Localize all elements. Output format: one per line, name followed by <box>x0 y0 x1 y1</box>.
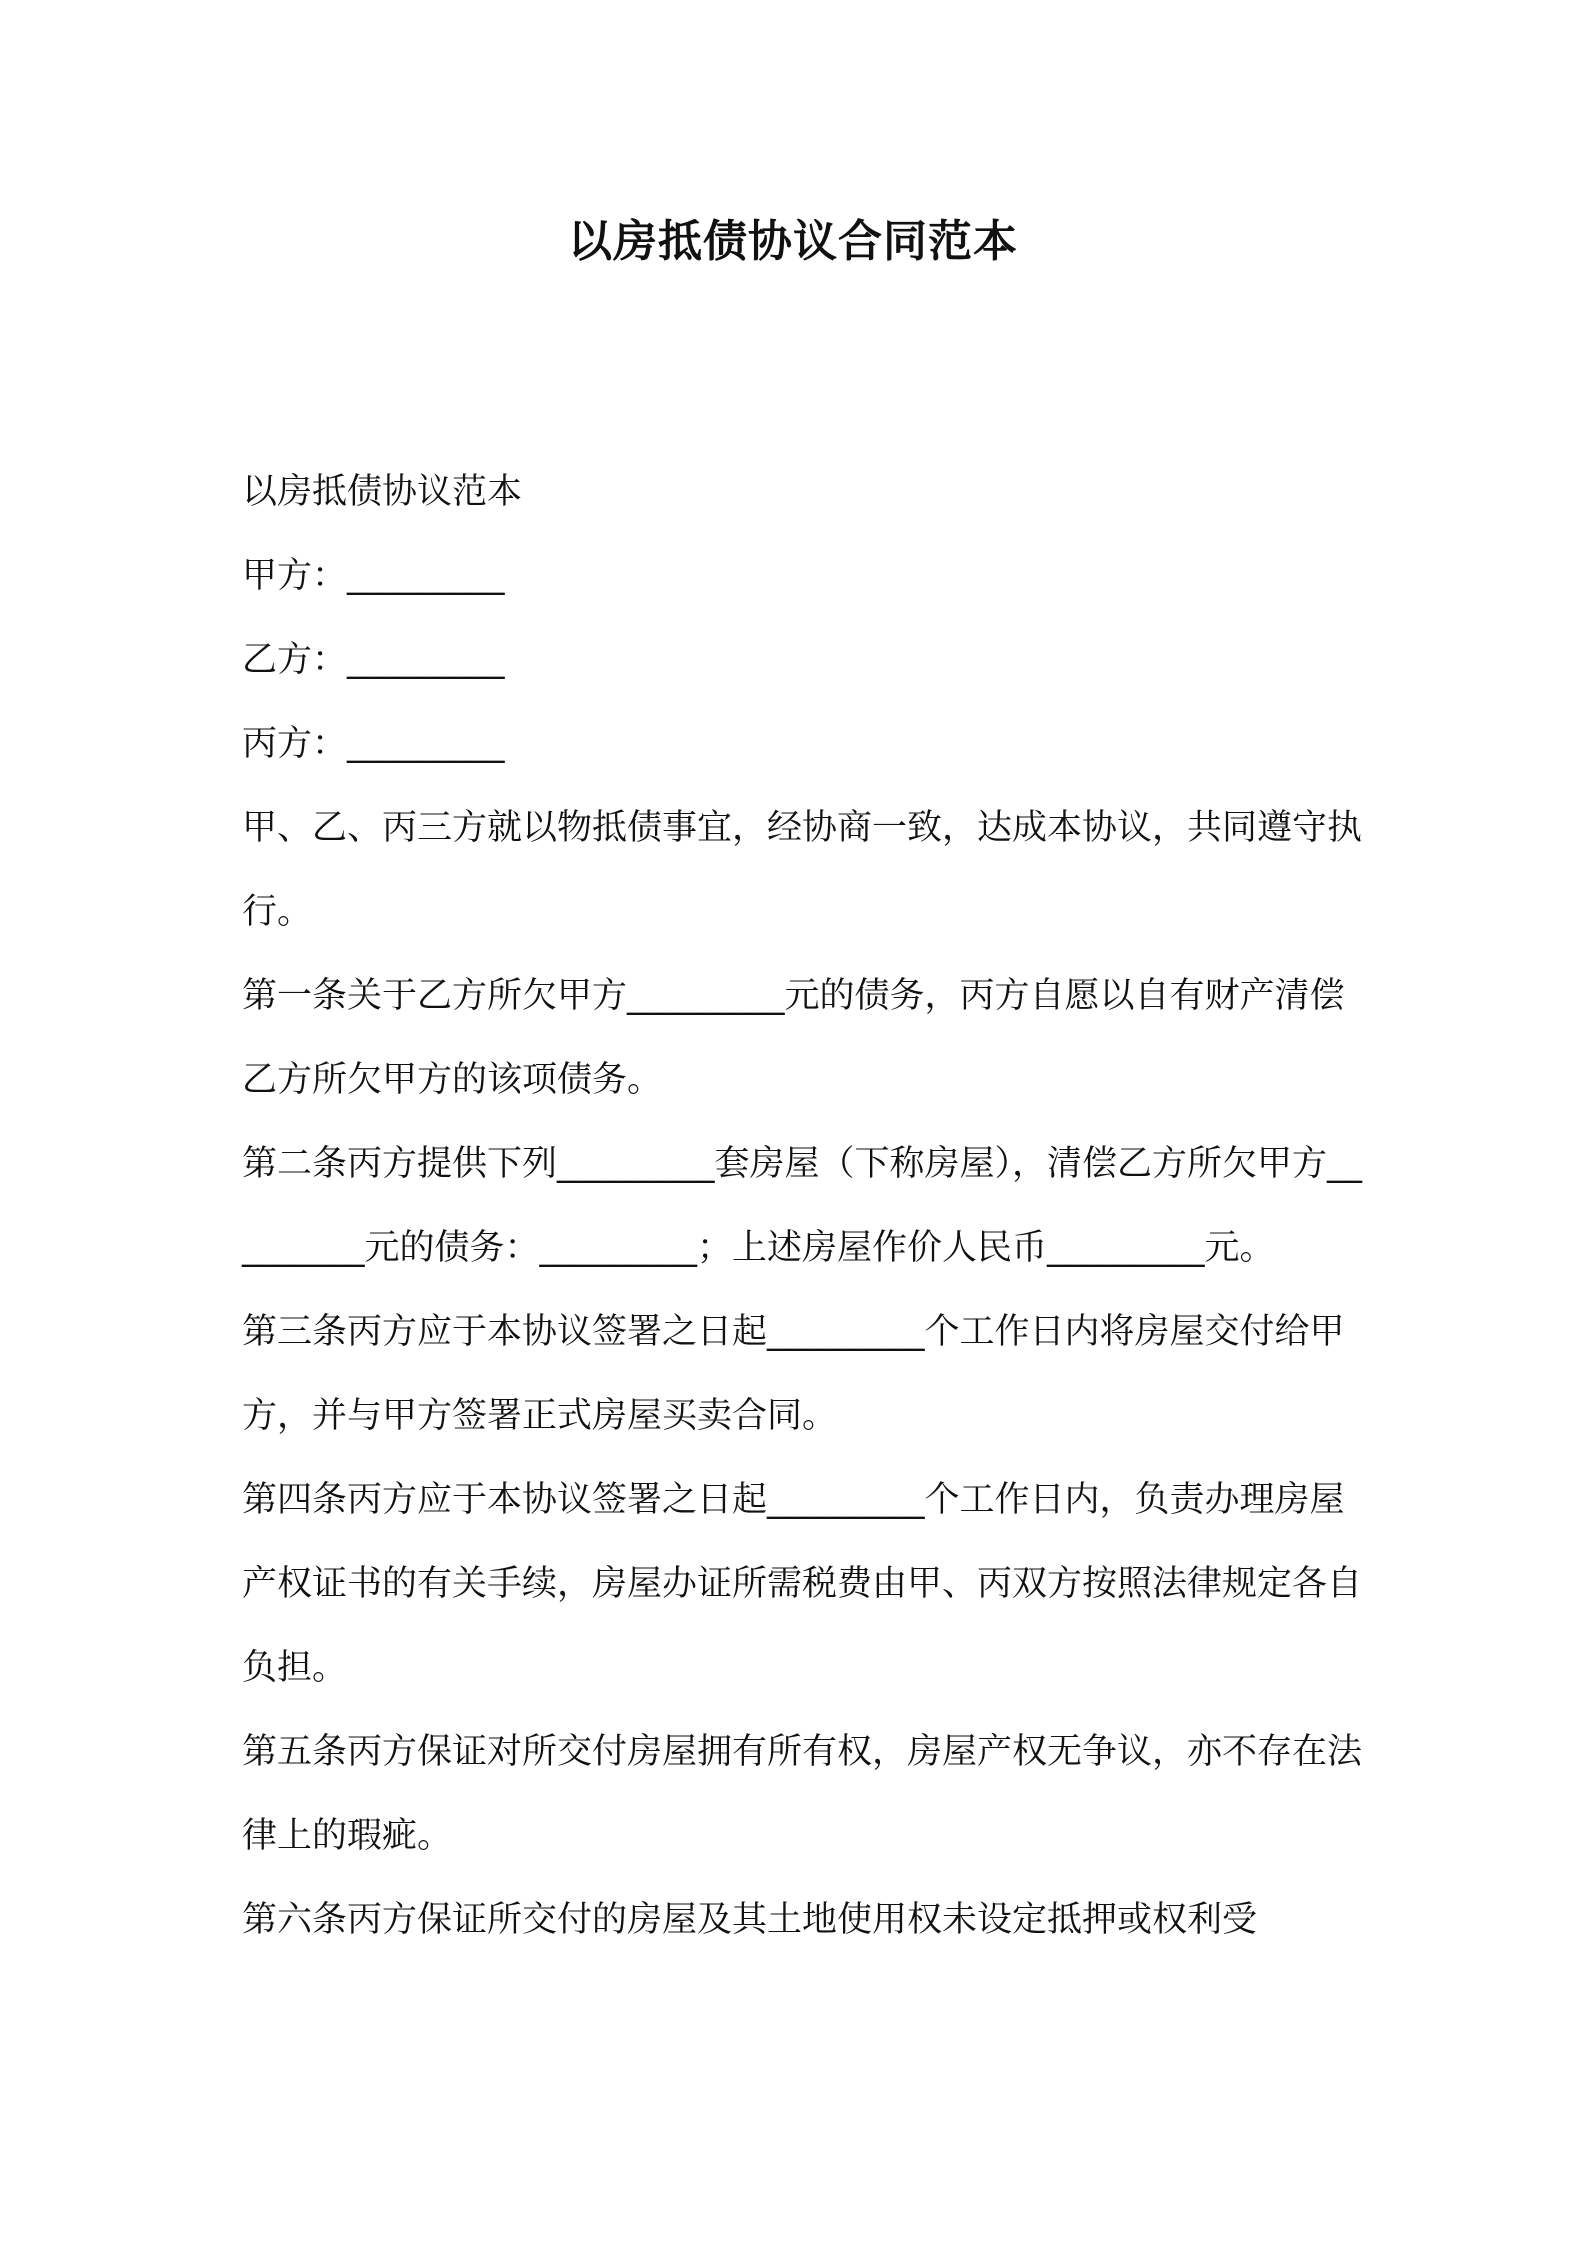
party-c-line: 丙方：_________ <box>242 724 505 764</box>
document-body <box>242 450 1362 1962</box>
article-5: 第五条丙方保证对所交付房屋拥有所有权，房屋产权无争议，亦不存在法律上的瑕疵。 <box>242 1732 1363 1856</box>
subtitle-paragraph: 以房抵债协议范本 <box>242 472 523 512</box>
document-title: 以房抵债协议合同范本 <box>568 216 1018 267</box>
article-3: 第三条丙方应于本协议签署之日起_________个工作日内将房屋交付给甲方，并与甲方签署正式房屋买卖合同。 <box>242 1312 1345 1436</box>
article-2: 第二条丙方提供下列_________套房屋（下称房屋），清偿乙方所欠甲方_________元的债务：_________；上述房屋作价人民币_________元。 <box>242 1144 1363 1268</box>
party-b-line: 乙方：_________ <box>242 640 505 680</box>
article-1: 第一条关于乙方所欠甲方_________元的债务，丙方自愿以自有财产清偿乙方所欠甲方的该项债务。 <box>242 976 1345 1100</box>
article-6: 第六条丙方保证所交付的房屋及其土地使用权未设定抵押或权利受 <box>242 1900 1258 1940</box>
preamble-paragraph: 甲、乙、丙三方就以物抵债事宜，经协商一致，达成本协议，共同遵守执行。 <box>242 808 1363 932</box>
party-a-line: 甲方：_________ <box>242 556 505 596</box>
article-4: 第四条丙方应于本协议签署之日起_________个工作日内，负责办理房屋产权证书的有关手续，房屋办证所需税费由甲、丙双方按照法律规定各自负担。 <box>242 1480 1363 1688</box>
